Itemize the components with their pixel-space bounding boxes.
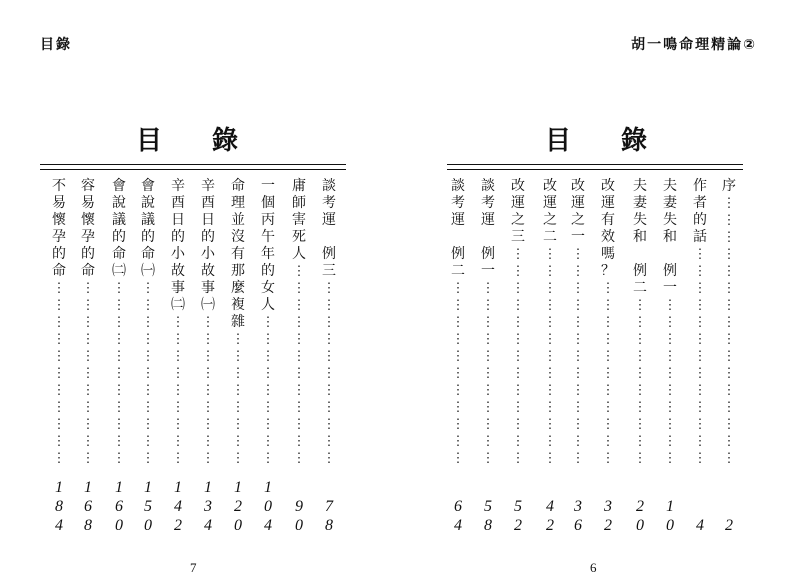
toc-entry-title: 序 <box>722 178 736 194</box>
toc-entry <box>110 178 128 534</box>
toc-entry-page: 3 6 <box>574 498 582 534</box>
toc-entry-title: 改 運 之 三 <box>511 178 525 245</box>
toc-entry-title: 庸 師 害 死 人 <box>292 178 306 262</box>
dot-leader: ⋮ ⋮ ⋮ ⋮ ⋮ ⋮ ⋮ ⋮ ⋮ ⋮ ⋮ <box>451 281 465 466</box>
toc-title-char: 錄 <box>621 126 648 156</box>
toc-entry <box>449 178 467 534</box>
toc-entry-page: 1 0 4 <box>264 479 272 534</box>
title-rule <box>447 164 743 165</box>
toc-entry <box>199 178 217 534</box>
toc-entry-page: 1 3 4 <box>204 479 212 534</box>
toc-entry-title: 談 考 運 例 三 <box>322 178 336 279</box>
dot-leader: ⋮ ⋮ ⋮ ⋮ ⋮ ⋮ ⋮ ⋮ ⋮ ⋮ <box>633 298 647 466</box>
dot-leader: ⋮ ⋮ ⋮ ⋮ ⋮ ⋮ ⋮ ⋮ ⋮ ⋮ ⋮ ⋮ ⋮ <box>571 247 585 466</box>
running-head: 目錄 <box>40 37 72 53</box>
toc-title <box>136 120 238 157</box>
dot-leader: ⋮ ⋮ ⋮ ⋮ ⋮ ⋮ ⋮ ⋮ ⋮ ⋮ ⋮ ⋮ ⋮ <box>511 247 525 466</box>
toc-entry <box>599 178 617 534</box>
dot-leader: ⋮ ⋮ ⋮ ⋮ ⋮ ⋮ ⋮ ⋮ ⋮ ⋮ ⋮ ⋮ ⋮ <box>543 247 557 466</box>
toc-title-char: 錄 <box>212 126 239 156</box>
right-page <box>397 0 793 585</box>
toc-entry-title: 命 理 並 沒 有 那 麼 複 雜 <box>231 178 245 330</box>
toc-entry-title: 夫 妻 失 和 例 一 <box>663 178 677 296</box>
toc-entry <box>541 178 559 534</box>
toc-entry <box>720 178 738 534</box>
toc-entry-page: 5 8 <box>484 498 492 534</box>
toc-entry-title: 夫 妻 失 和 例 二 <box>633 178 647 296</box>
toc-entry-page: 5 2 <box>514 498 522 534</box>
toc-entry-page: 1 5 0 <box>144 479 152 534</box>
toc-entry-page: 1 6 0 <box>115 479 123 534</box>
toc-entry-title: 改 運 有 效 嗎 ？ <box>601 178 615 279</box>
dot-leader: ⋮ ⋮ ⋮ ⋮ ⋮ ⋮ ⋮ ⋮ ⋮ ⋮ ⋮ <box>601 281 615 466</box>
dot-leader: ⋮ ⋮ ⋮ ⋮ ⋮ ⋮ ⋮ ⋮ ⋮ ⋮ ⋮ <box>52 281 66 466</box>
toc-entry-page: 1 4 2 <box>174 479 182 534</box>
toc-entry-page: 1 0 <box>666 498 674 534</box>
dot-leader: ⋮ ⋮ ⋮ ⋮ ⋮ ⋮ ⋮ ⋮ ⋮ <box>261 315 275 466</box>
title-rule <box>40 164 346 165</box>
dot-leader: ⋮ ⋮ ⋮ ⋮ ⋮ ⋮ ⋮ ⋮ ⋮ ⋮ ⋮ ⋮ <box>292 264 306 466</box>
toc-entry-title: 不 易 懷 孕 的 命 <box>52 178 66 279</box>
toc-entry <box>691 178 709 534</box>
running-head: 胡一鳴命理精論② <box>631 37 757 53</box>
toc-entry <box>661 178 679 534</box>
toc-entry-title: 改 運 之 一 <box>571 178 585 245</box>
toc-entry-page: 6 4 <box>454 498 462 534</box>
toc-entry <box>139 178 157 534</box>
dot-leader: ⋮ ⋮ ⋮ ⋮ ⋮ ⋮ ⋮ ⋮ ⋮ <box>171 315 185 466</box>
toc-entry-title: 會 說 議 的 命 ㈡ <box>112 178 126 279</box>
left-page <box>0 0 396 585</box>
title-rule <box>447 169 743 170</box>
toc-title-char: 目 <box>136 126 163 156</box>
dot-leader: ⋮ ⋮ ⋮ ⋮ ⋮ ⋮ ⋮ ⋮ ⋮ ⋮ ⋮ <box>481 281 495 466</box>
toc-entry <box>169 178 187 534</box>
dot-leader: ⋮ ⋮ ⋮ ⋮ ⋮ ⋮ ⋮ ⋮ ⋮ ⋮ ⋮ <box>112 281 126 466</box>
toc-entry-page: 2 <box>725 517 733 534</box>
toc-entry-title: 容 易 懷 孕 的 命 <box>81 178 95 279</box>
toc-entry <box>569 178 587 534</box>
dot-leader: ⋮ ⋮ ⋮ ⋮ ⋮ ⋮ ⋮ ⋮ ⋮ ⋮ <box>663 298 677 466</box>
dot-leader: ⋮ ⋮ ⋮ ⋮ ⋮ ⋮ ⋮ ⋮ ⋮ ⋮ ⋮ ⋮ ⋮ <box>693 247 707 466</box>
dot-leader: ⋮ ⋮ ⋮ ⋮ ⋮ ⋮ ⋮ ⋮ <box>231 332 245 466</box>
toc-entry-title: 一 個 丙 午 年 的 女 人 <box>261 178 275 313</box>
dot-leader: ⋮ ⋮ ⋮ ⋮ ⋮ ⋮ ⋮ ⋮ ⋮ ⋮ ⋮ <box>322 281 336 466</box>
page-number: 7 <box>190 560 197 575</box>
toc-entry <box>320 178 338 534</box>
toc-entry <box>259 178 277 534</box>
toc-entry-title: 辛 酉 日 的 小 故 事 ㈠ <box>201 178 215 313</box>
toc-entry-page: 7 8 <box>325 498 333 534</box>
toc-entry <box>509 178 527 534</box>
dot-leader: ⋮ ⋮ ⋮ ⋮ ⋮ ⋮ ⋮ ⋮ ⋮ ⋮ ⋮ ⋮ ⋮ ⋮ ⋮ ⋮ <box>722 196 736 466</box>
toc-entry-page: 3 2 <box>604 498 612 534</box>
toc-entry-title: 辛 酉 日 的 小 故 事 ㈡ <box>171 178 185 313</box>
page-number: 6 <box>590 560 597 575</box>
toc-entry-page: 1 6 8 <box>84 479 92 534</box>
toc-entry-page: 4 2 <box>546 498 554 534</box>
toc-entry-title: 談 考 運 例 一 <box>481 178 495 279</box>
toc-entry-title: 作 者 的 話 <box>693 178 707 245</box>
toc-entry-page: 9 0 <box>295 498 303 534</box>
dot-leader: ⋮ ⋮ ⋮ ⋮ ⋮ ⋮ ⋮ ⋮ ⋮ ⋮ ⋮ <box>81 281 95 466</box>
toc-entry-page: 2 0 <box>636 498 644 534</box>
toc-entry-page: 1 2 0 <box>234 479 242 534</box>
toc-title <box>545 120 647 157</box>
toc-entry-page: 1 8 4 <box>55 479 63 534</box>
toc-entry <box>479 178 497 534</box>
toc-entry-title: 改 運 之 二 <box>543 178 557 245</box>
toc-entry <box>79 178 97 534</box>
toc-entry <box>290 178 308 534</box>
toc-title-char: 目 <box>545 126 572 156</box>
toc-entry <box>229 178 247 534</box>
toc-entry-title: 談 考 運 例 二 <box>451 178 465 279</box>
dot-leader: ⋮ ⋮ ⋮ ⋮ ⋮ ⋮ ⋮ ⋮ ⋮ ⋮ ⋮ <box>141 281 155 466</box>
dot-leader: ⋮ ⋮ ⋮ ⋮ ⋮ ⋮ ⋮ ⋮ ⋮ <box>201 315 215 466</box>
toc-entry <box>50 178 68 534</box>
toc-entry-page: 4 <box>696 517 704 534</box>
toc-entry <box>631 178 649 534</box>
title-rule <box>40 169 346 170</box>
toc-entry-title: 會 說 議 的 命 ㈠ <box>141 178 155 279</box>
